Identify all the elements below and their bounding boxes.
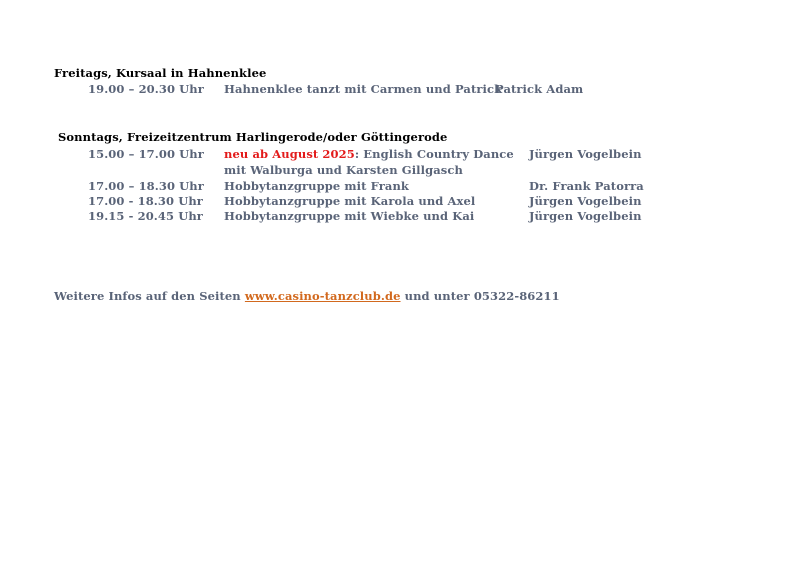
title-cell: Hobbytanzgruppe mit Frank	[224, 179, 409, 193]
leader-cell: Jürgen Vogelbein	[529, 147, 642, 161]
new-badge: neu ab August 2025	[224, 147, 355, 161]
schedule-row	[0, 209, 794, 225]
website-link[interactable]: www.casino-tanzclub.de	[244, 289, 401, 303]
title-cell: Hobbytanzgruppe mit Wiebke und Kai	[224, 209, 475, 223]
leader-cell: Dr. Frank Patorra	[529, 179, 644, 193]
time-cell: 19.15 - 20.45 Uhr	[88, 209, 203, 223]
time-cell: 17.00 - 18.30 Uhr	[88, 194, 203, 208]
title-cell: Hahnenklee tanzt mit Carmen und Patrick	[224, 82, 503, 96]
footer-prefix: Weitere Infos auf den Seiten	[54, 289, 245, 303]
friday-heading: Freitags, Kursaal in Hahnenklee	[54, 66, 267, 80]
footer-suffix: und unter 05322-86211	[400, 289, 560, 303]
sunday-heading: Sonntags, Freizeitzentrum Harlingerode/oder Göttingerode	[58, 130, 448, 144]
title-text: : English Country Dance	[354, 147, 514, 161]
leader-cell: Jürgen Vogelbein	[529, 194, 642, 208]
time-cell: 17.00 – 18.30 Uhr	[88, 179, 204, 193]
footer-info	[54, 289, 560, 303]
time-cell: 19.00 – 20.30 Uhr	[88, 82, 204, 96]
schedule-row	[0, 82, 794, 98]
leader-cell: Patrick Adam	[495, 82, 584, 96]
leader-cell: Jürgen Vogelbein	[529, 209, 642, 223]
title-cell: Hobbytanzgruppe mit Karola und Axel	[224, 194, 476, 208]
title-cell	[224, 147, 514, 161]
schedule-row	[0, 147, 794, 163]
schedule-row	[0, 163, 794, 179]
schedule-row	[0, 179, 794, 195]
schedule-row	[0, 194, 794, 210]
title-cell: mit Walburga und Karsten Gillgasch	[224, 163, 463, 177]
time-cell: 15.00 – 17.00 Uhr	[88, 147, 204, 161]
